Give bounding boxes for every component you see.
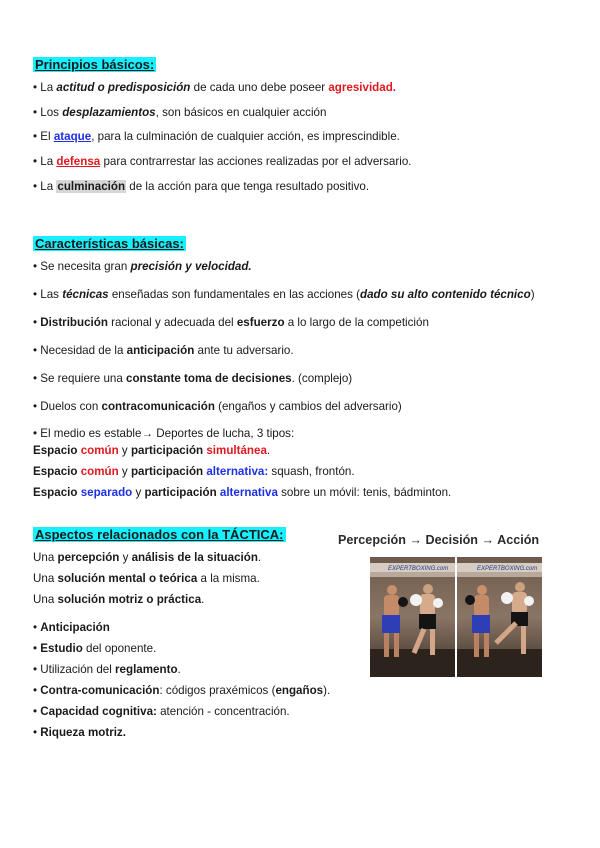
list-item: • Estudio del oponente.: [33, 642, 157, 655]
list-item: • Los desplazamientos, son básicos en cualquier acción: [33, 106, 327, 119]
space-type-line: Espacio separado y participación alternativa sobre un móvil: tenis, bádminton.: [33, 486, 452, 499]
heading-principios: Principios básicos:: [35, 57, 155, 72]
photo-banner-right: EXPERTBOXING.com: [477, 566, 538, 572]
heading-tactica: Aspectos relacionados con la TÁCTICA:: [35, 527, 284, 542]
list-item: • Capacidad cognitiva: atención - concentración.: [33, 705, 290, 718]
list-item: • Duelos con contracomunicación (engaños y cambios del adversario): [33, 400, 402, 413]
space-type-line: Espacio común y participación simultánea.: [33, 444, 271, 457]
list-item: • Necesidad de la anticipación ante tu adversario.: [33, 344, 294, 357]
tactica-line: Una percepción y análisis de la situación.: [33, 551, 262, 564]
list-item: • Se requiere una constante toma de decisiones. (complejo): [33, 372, 353, 385]
heading-caracteristicas: Características básicas:: [35, 236, 184, 251]
list-item: • Las técnicas enseñadas son fundamentales en las acciones (dado su alto contenido técnico): [33, 288, 535, 301]
boxing-photo: [370, 557, 542, 677]
tactica-line: Una solución motriz o práctica.: [33, 593, 205, 606]
list-item: • La actitud o predisposición de cada uno debe poseer agresividad.: [33, 81, 397, 94]
list-item: • Contra-comunicación: códigos praxémicos (engaños).: [33, 684, 331, 697]
list-item: • Anticipación: [33, 621, 110, 634]
space-type-line: Espacio común y participación alternativa: squash, frontón.: [33, 465, 355, 478]
right-panel: [457, 557, 542, 677]
list-item: • El ataque, para la culminación de cualquier acción, es imprescindible.: [33, 130, 400, 143]
list-item: • Se necesita gran precisión y velocidad.: [33, 260, 252, 273]
figure-caption: Percepción → Decisión → Acción: [338, 533, 540, 547]
list-item: • El medio es estable→ Deportes de lucha, 3 tipos:: [33, 427, 295, 440]
list-item: • La culminación de la acción para que tenga resultado positivo.: [33, 180, 370, 193]
list-item: • Distribución racional y adecuada del esfuerzo a lo largo de la competición: [33, 316, 429, 329]
photo-banner-left: EXPERTBOXING.com: [388, 566, 449, 572]
list-item: • Riqueza motriz.: [33, 726, 126, 739]
tactica-line: Una solución mental o teórica a la misma.: [33, 572, 260, 585]
left-panel: [370, 557, 455, 677]
list-item: • Utilización del reglamento.: [33, 663, 181, 676]
list-item: • La defensa para contrarrestar las acciones realizadas por el adversario.: [33, 155, 412, 168]
